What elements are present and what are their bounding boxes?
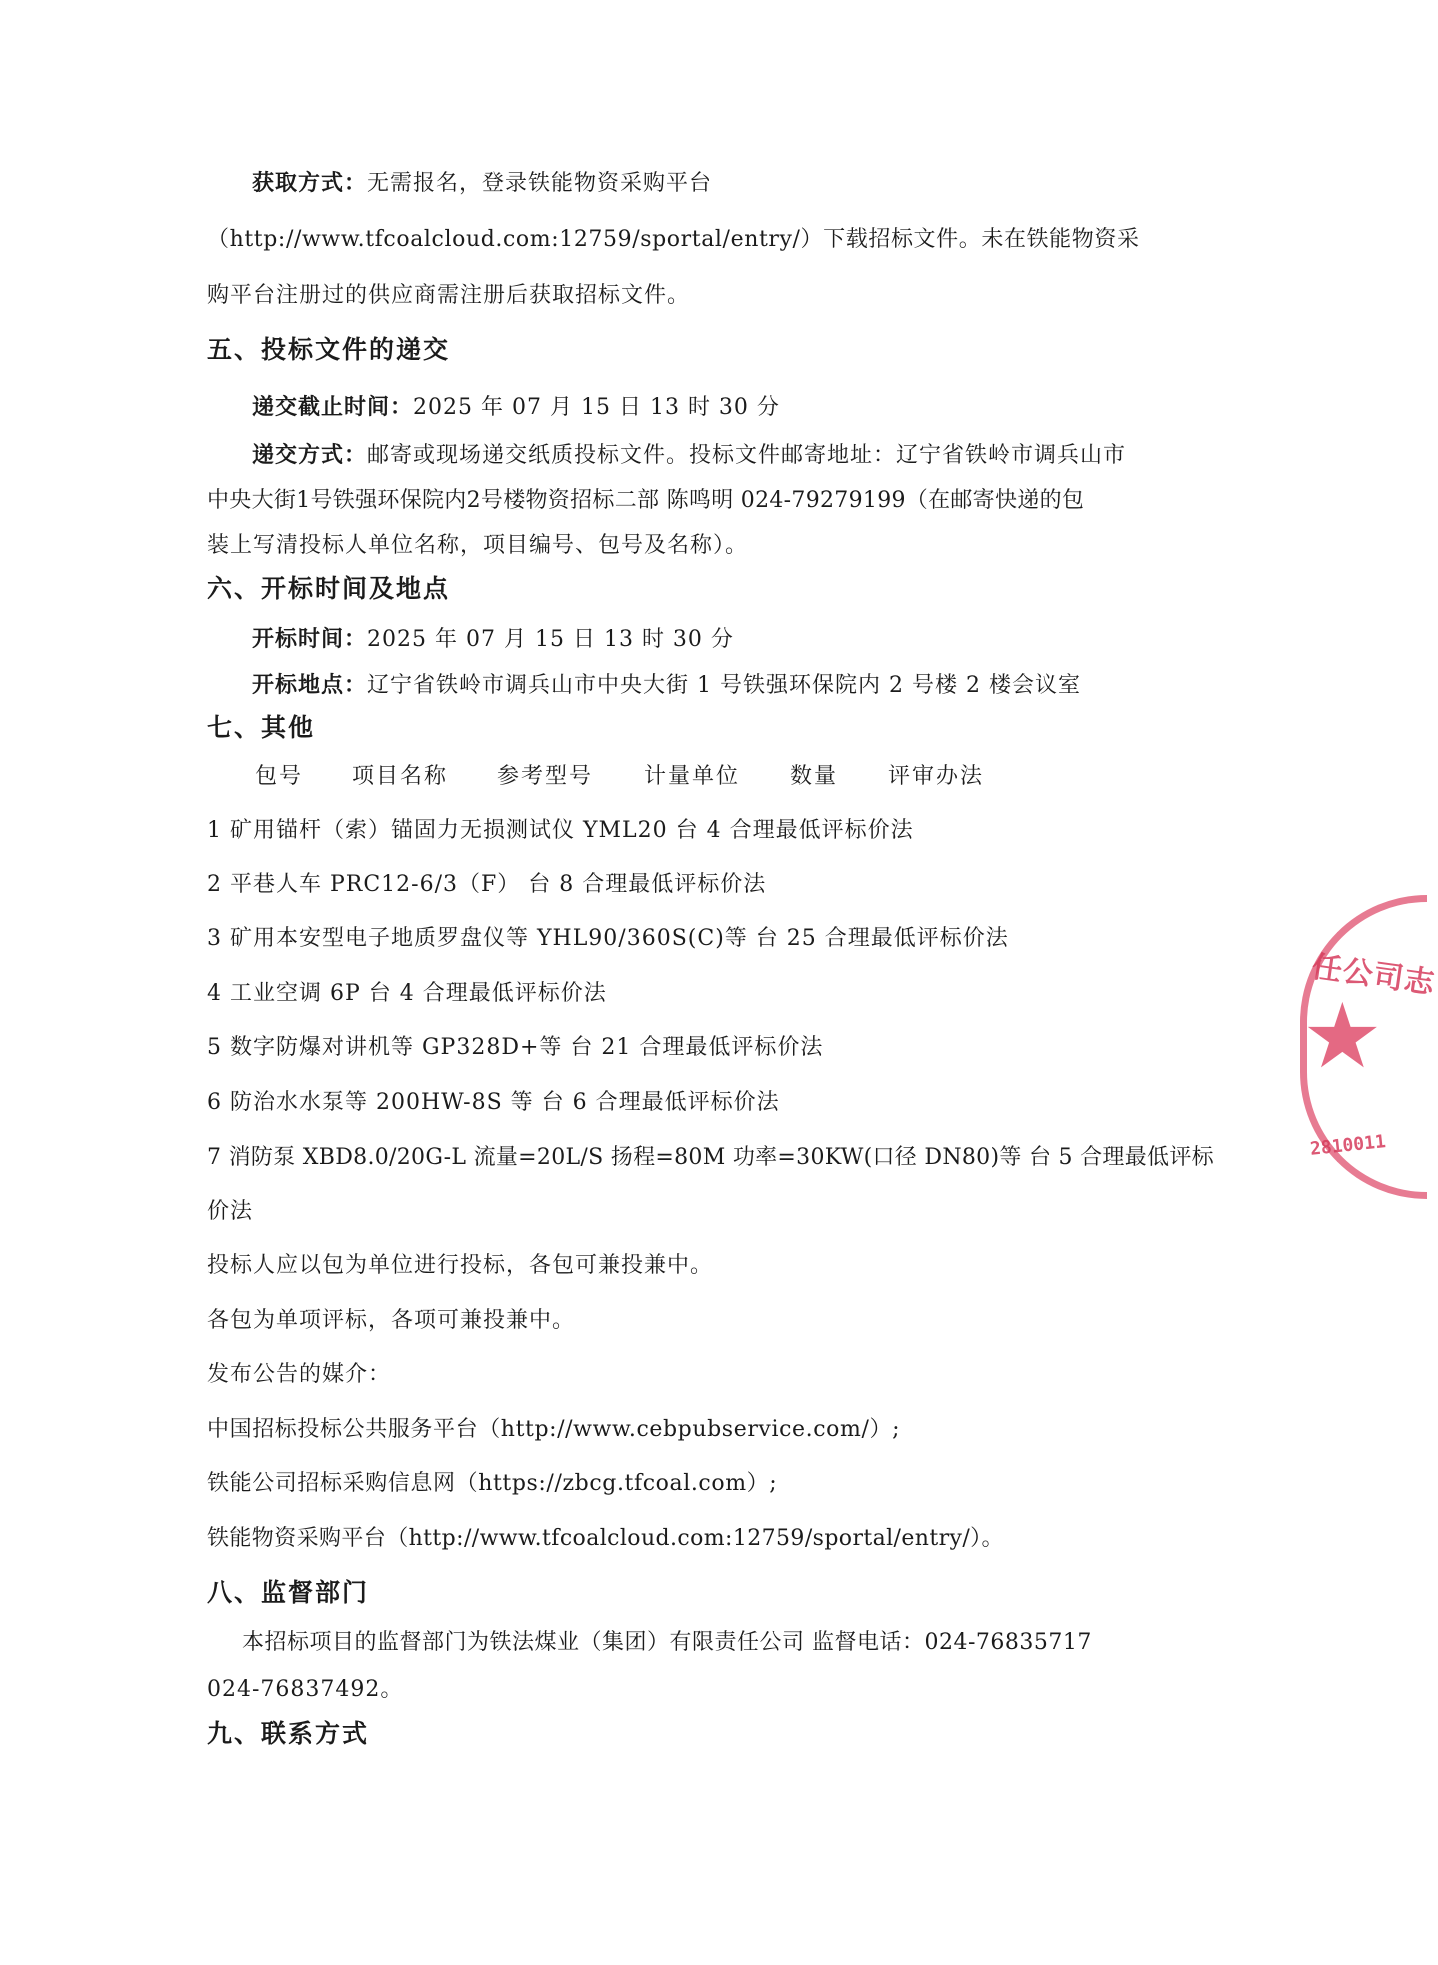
header-package-no: 包号 [255, 764, 304, 789]
section8-heading: 八、监督部门 [207, 1578, 370, 1607]
media-item: 铁能公司招标采购信息网（https://zbcg.tfcoal.com）; [207, 1471, 778, 1496]
header-evaluation-method: 评审办法 [888, 764, 985, 789]
section7-heading: 七、其他 [207, 713, 316, 742]
obtain-url-line: （http://www.tfcoalcloud.com:12759/sportal/entry/）下载招标文件。未在铁能物资采 [207, 227, 1140, 252]
opening-place-value: 辽宁省铁岭市调兵山市中央大街 1 号铁强环保院内 2 号楼 2 楼会议室 [367, 673, 1081, 698]
section6-heading: 六、开标时间及地点 [207, 574, 451, 603]
media-item: 铁能物资采购平台（http://www.tfcoalcloud.com:12759/sportal/entry/）。 [207, 1526, 1004, 1551]
deadline-label: 递交截止时间： [252, 394, 414, 420]
opening-place-label: 开标地点： [252, 672, 368, 698]
package-row: 1 矿用锚杆（索）锚固力无损测试仪 YML20 台 4 合理最低评标价法 [207, 818, 914, 843]
package-row: 5 数字防爆对讲机等 GP328D+等 台 21 合理最低评标价法 [207, 1035, 824, 1060]
opening-place-line [252, 670, 1081, 701]
submission-method-line [252, 440, 1126, 471]
section5-heading: 五、投标文件的递交 [207, 335, 451, 364]
media-label: 发布公告的媒介： [207, 1362, 392, 1387]
supervision-phone-2: 024-76837492。 [207, 1677, 404, 1702]
submission-method-text: 邮寄或现场递交纸质投标文件。投标文件邮寄地址：辽宁省铁岭市调兵山市 [367, 443, 1127, 468]
submission-method-label: 递交方式： [252, 442, 368, 468]
media-item: 中国招标投标公共服务平台（http://www.cebpubservice.com/）; [207, 1417, 901, 1442]
obtain-register-line: 购平台注册过的供应商需注册后获取招标文件。 [207, 283, 691, 308]
opening-time-line [252, 624, 734, 655]
deadline-value: 2025 年 07 月 15 日 13 时 30 分 [413, 395, 780, 420]
supervision-text: 本招标项目的监督部门为铁法煤业（集团）有限责任公司 监督电话：024-76835717 [242, 1630, 1092, 1655]
opening-time-value: 2025 年 07 月 15 日 13 时 30 分 [367, 627, 734, 652]
obtain-method-line [252, 168, 712, 199]
header-reference-model: 参考型号 [497, 764, 594, 789]
seal-star-icon: ★ [1302, 984, 1383, 1089]
package-row: 3 矿用本安型电子地质罗盘仪等 YHL90/360S(C)等 台 25 合理最低评标价法 [207, 926, 1009, 951]
obtain-method-label: 获取方式： [252, 170, 368, 196]
section9-heading: 九、联系方式 [207, 1719, 370, 1748]
package-row: 6 防治水水泵等 200HW-8S 等 台 6 合理最低评标价法 [207, 1090, 780, 1115]
package-row: 7 消防泵 XBD8.0/20G-L 流量=20L/S 扬程=80M 功率=30KW(口径 DN80)等 台 5 合理最低评标 [207, 1145, 1214, 1170]
seal-text: 任公司志 [1309, 949, 1438, 1002]
seal-number: 2810011 [1309, 1131, 1387, 1160]
header-unit: 计量单位 [644, 764, 741, 789]
package-row: 2 平巷人车 PRC12-6/3（F） 台 8 合理最低评标价法 [207, 872, 767, 897]
bidding-note-1: 投标人应以包为单位进行投标，各包可兼投兼中。 [207, 1253, 714, 1278]
package-row-continuation: 价法 [207, 1199, 254, 1224]
obtain-method-text: 无需报名，登录铁能物资采购平台 [367, 171, 713, 196]
deadline-line [252, 392, 780, 423]
bidding-note-2: 各包为单项评标，各项可兼投兼中。 [207, 1308, 576, 1333]
header-quantity: 数量 [790, 764, 839, 789]
opening-time-label: 开标时间： [252, 626, 368, 652]
header-project-name: 项目名称 [352, 764, 449, 789]
package-row: 4 工业空调 6P 台 4 合理最低评标价法 [207, 981, 607, 1006]
submission-package-line: 装上写清投标人单位名称，项目编号、包号及名称）。 [207, 533, 749, 558]
submission-address-line: 中央大街1号铁强环保院内2号楼物资招标二部 陈鸣明 024-79279199（在邮寄快递的包 [207, 488, 1085, 513]
